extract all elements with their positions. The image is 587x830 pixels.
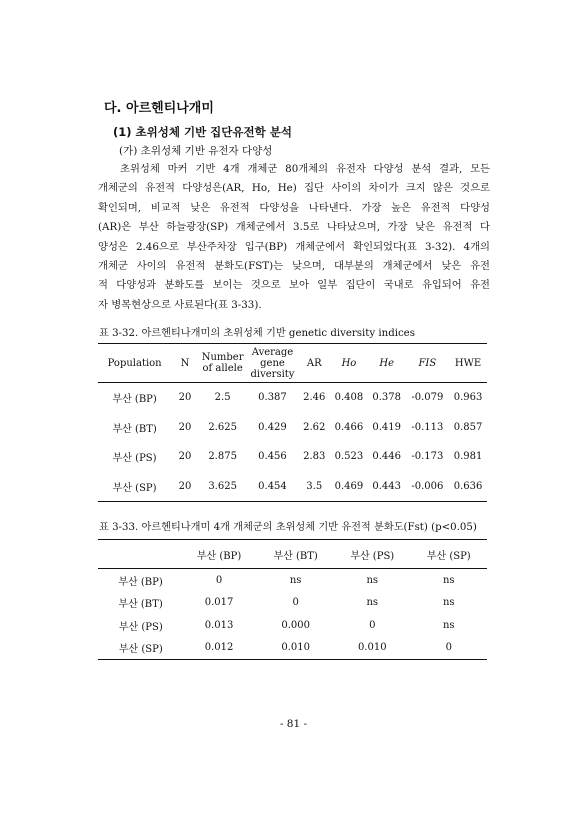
table-cell: 0.408 bbox=[334, 392, 364, 404]
column-header: HWE bbox=[449, 344, 487, 383]
column-header: 부산 (BP) bbox=[181, 540, 258, 569]
table-cell: -0.113 bbox=[411, 421, 444, 433]
table-cell: 0.456 bbox=[258, 451, 287, 463]
table-cell: 0.636 bbox=[453, 480, 483, 492]
subsection-heading: (1) 초위성체 기반 집단유전학 분석 bbox=[113, 125, 292, 139]
column-header: Population bbox=[98, 344, 171, 383]
table-cell: ns bbox=[366, 574, 379, 586]
table-cell: 0.466 bbox=[334, 421, 364, 433]
column-header: Average gene diversity bbox=[247, 344, 299, 383]
section-heading: 다. 아르헨티나개미 bbox=[104, 101, 214, 116]
table-cell: ns bbox=[442, 619, 455, 631]
paragraph-line: 자 병목현상으로 사료된다(표 3-33). bbox=[98, 298, 262, 311]
table-cell: 부산 (PS) bbox=[112, 453, 157, 465]
table-cell: 0.000 bbox=[281, 619, 310, 631]
table-cell: 2.83 bbox=[303, 451, 326, 463]
paragraph-line: 개체군 사이의 유전적 분화도(FST)는 낮으며, 대부분의 개체군에서 낮은 유전 bbox=[98, 260, 490, 273]
paragraph-line: 양성은 2.46으로 부산주차장 입구(BP) 개체군에서 확인되었다(표 3-32). 4개의 bbox=[98, 240, 490, 253]
table-header-row bbox=[98, 540, 487, 569]
table-cell: 0.469 bbox=[334, 480, 364, 492]
table-row bbox=[98, 569, 487, 592]
row-header: 부산 (SP) bbox=[118, 644, 163, 656]
column-header: N bbox=[171, 344, 198, 383]
column-header bbox=[98, 540, 181, 569]
body-paragraph bbox=[98, 160, 490, 315]
genetic-diversity-table bbox=[98, 343, 487, 502]
table-cell: 0.387 bbox=[258, 392, 287, 404]
table-row bbox=[98, 472, 487, 502]
table-cell: 20 bbox=[178, 451, 192, 463]
table-cell: 20 bbox=[178, 392, 192, 404]
paragraph-line: 개체군의 유전적 다양성은(AR, Ho, He) 집단 사이의 차이가 크지 않은 것으로 bbox=[98, 182, 490, 195]
table-cell: 0.429 bbox=[258, 421, 287, 433]
column-header: AR bbox=[298, 344, 330, 383]
paragraph-line: (AR)은 부산 하늘광장(SP) 개체군에서 3.5로 나타났으며, 가장 낮은 유전적 다 bbox=[98, 221, 490, 234]
table-cell: 0.378 bbox=[372, 392, 402, 404]
table-cell: 0.857 bbox=[453, 421, 483, 433]
table-cell: 2.62 bbox=[303, 421, 326, 433]
table-cell: 0 bbox=[215, 574, 223, 586]
table-cell: 부산 (SP) bbox=[112, 482, 157, 494]
table-cell: 0.981 bbox=[453, 451, 483, 463]
table-row bbox=[98, 442, 487, 472]
table-cell: 20 bbox=[178, 480, 192, 492]
table-cell: 0.017 bbox=[204, 597, 234, 609]
table-cell: 2.5 bbox=[214, 392, 231, 404]
genetic-differentiation-table bbox=[98, 539, 487, 660]
table-cell: 부산 (BP) bbox=[112, 394, 157, 406]
column-header: 부산 (PS) bbox=[334, 540, 411, 569]
table-cell: 0.013 bbox=[204, 619, 234, 631]
table-cell: ns bbox=[366, 597, 379, 609]
paragraph-line: 확인되며, 비교적 낮은 유전적 다양성을 나타낸다. 가장 높은 유전적 다양성 bbox=[98, 201, 490, 214]
table1-caption: 표 3-32. 아르헨티나개미의 초위성체 기반 genetic diversity indices bbox=[99, 328, 415, 339]
table-cell: 0.010 bbox=[357, 642, 387, 654]
table-cell: ns bbox=[442, 597, 455, 609]
table-cell: 2.625 bbox=[208, 421, 237, 433]
subsubsection-heading: (가) 초위성체 기반 유전자 다양성 bbox=[119, 145, 273, 157]
table-cell: 0.523 bbox=[334, 451, 364, 463]
column-header: Number of allele bbox=[199, 344, 247, 383]
column-header: 부산 (BT) bbox=[257, 540, 334, 569]
table-row bbox=[98, 592, 487, 615]
table2-caption: 표 3-33. 아르헨티나개미 4개 개체군의 초위성체 기반 유전적 분화도(Fst) (p<0.05) bbox=[99, 522, 477, 533]
table-cell: -0.006 bbox=[411, 480, 444, 492]
table-cell: 0.443 bbox=[372, 480, 402, 492]
table-cell: 0.446 bbox=[372, 451, 402, 463]
table-cell: ns bbox=[289, 574, 302, 586]
row-header: 부산 (BT) bbox=[118, 599, 163, 611]
column-header: He bbox=[368, 344, 406, 383]
table-cell: 부산 (BT) bbox=[112, 423, 157, 435]
column-header: Ho bbox=[330, 344, 368, 383]
table-cell: 0.010 bbox=[281, 642, 310, 654]
table-cell: 0.419 bbox=[372, 421, 402, 433]
row-header: 부산 (BP) bbox=[118, 576, 163, 588]
table-cell: -0.173 bbox=[411, 451, 444, 463]
table-cell: 20 bbox=[178, 421, 192, 433]
table-cell: 2.46 bbox=[303, 392, 326, 404]
table-row bbox=[98, 413, 487, 443]
column-header: FIS bbox=[406, 344, 450, 383]
table-cell: 0.454 bbox=[258, 480, 287, 492]
page-number: - 81 - bbox=[279, 718, 308, 730]
row-header: 부산 (PS) bbox=[118, 621, 163, 633]
table-cell: 3.625 bbox=[208, 480, 237, 492]
paragraph-line: 초위성체 마커 기반 4개 개체군 80개체의 유전자 다양성 분석 결과, 모든 bbox=[120, 163, 490, 175]
table-cell: 0 bbox=[445, 642, 452, 654]
table-cell: 0.012 bbox=[204, 642, 234, 654]
table-cell: ns bbox=[442, 574, 455, 586]
table-cell: 0 bbox=[369, 619, 376, 631]
table-row bbox=[98, 614, 487, 637]
table-cell: 0 bbox=[292, 597, 299, 609]
table-cell: -0.079 bbox=[411, 392, 444, 404]
table-cell: 2.875 bbox=[208, 451, 237, 463]
table-row bbox=[98, 637, 487, 660]
table-cell: 3.5 bbox=[306, 480, 323, 492]
table-row bbox=[98, 383, 487, 413]
table-cell: 0.963 bbox=[453, 392, 483, 404]
column-header: 부산 (SP) bbox=[411, 540, 487, 569]
paragraph-line: 적 다양성과 분화도를 보이는 것으로 보아 일부 집단이 국내로 유입되어 유전 bbox=[98, 279, 490, 292]
table-header-row bbox=[98, 344, 487, 383]
